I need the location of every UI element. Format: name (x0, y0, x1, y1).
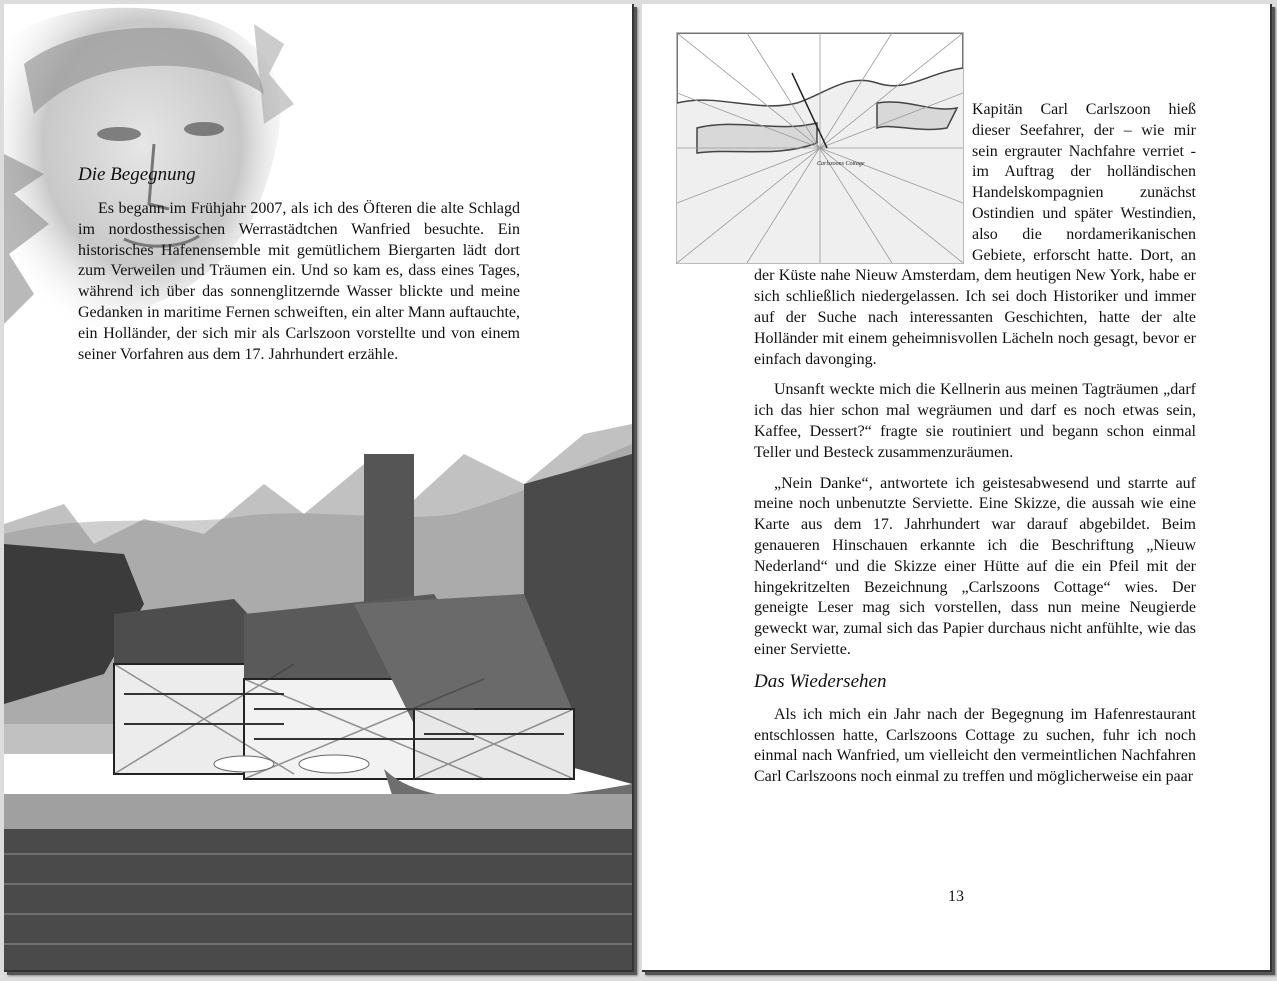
section-heading-wiedersehen: Das Wiedersehen (754, 670, 887, 692)
paragraph: Es begann im Frühjahr 2007, als ich des Öfteren die alte Schlagd im nordosthessischen Werrastädtchen Wanfried besuchte. Ein historisches Hafenensemble mit gemütlichem Biergarten lädt dort zum Verweilen und Träumen ein. Und so kam es, dass eines Tages, während ich über das sonnenglitzernde Wasser blickte und meine Gedanken in maritime Fernen schweiften, ein alter Mann auftauchte, ein Holländer, der sich mir als Carlszoon vorstellte und von einem seiner Vorfahren aus dem 17. Jahrhundert erzähle. (78, 200, 520, 363)
page-number: 13 (948, 888, 964, 905)
left-page (4, 4, 634, 972)
paragraph: Unsanft weckte mich die Kellnerin aus meinen Tagträumen „darf ich das hier schon mal wegräumen und darf es noch etwas sein, Kaffee, Dessert?“ fragte sie routiniert und begann schon einmal Teller und Besteck zusammenzuräumen. (754, 381, 1196, 461)
paragraph: Als ich mich ein Jahr nach der Begegnung im Hafenrestaurant entschlossen hatte, Carlszoons Cottage zu suchen, fuhr ich noch einmal nach Wanfried, um vielleicht den vermeintlichen Nachfahren Carl Carlszoons noch einmal zu treffen und möglicherweise ein paar (754, 705, 1196, 786)
map-float-spacer (754, 100, 972, 262)
harbor-photo (4, 424, 632, 970)
map-label: Carlszoons Cottage (817, 161, 865, 167)
right-text-column (754, 100, 1196, 788)
right-page (642, 4, 1272, 972)
paragraph: „Nein Danke“, antwortete ich geistesabwesend und starrte auf meine noch unbenutzte Serviette. Eine Skizze, die aussah wie eine Karte aus dem 17. Jahrhundert war darauf abgebildet. Beim genaueren Hinschauen erkannte ich die Beschriftung „Nieuw Nederland“ und die Skizze einer Hütte auf die ein Pfeil mit der hingekritzelten Bezeichnung „Carlszoons Cottage“ wies. Der geneigte Leser mag sich vorstellen, dass nun meine Neugierde geweckt war, zumal sich das Papier durchaus nicht anfühlte, wie das einer Serviette. (754, 474, 1196, 658)
left-text-block (78, 199, 520, 365)
paragraph: Kapitän Carl Carlszoon hieß dieser Seefahrer, der – wie mir sein ergrauter Nachfahre verriet - im Auftrag der holländischen Handelskompagnien zunächst Ostindien und später Westindien, also die nordamerikanischen Gebiete, erforscht hatte. Dort, an der Küste nahe Nieuw Amsterdam, dem heutigen New York, habe er sich schließlich niedergelassen. Ich sei doch Historiker und immer auf der Suche nach interessanten Geschichten, hatte der alte Holländer mit einem geheimnisvollen Lächeln noch gesagt, bevor er einfach davonging. (754, 101, 1196, 368)
section-heading-begegnung: Die Begegnung (78, 164, 196, 185)
